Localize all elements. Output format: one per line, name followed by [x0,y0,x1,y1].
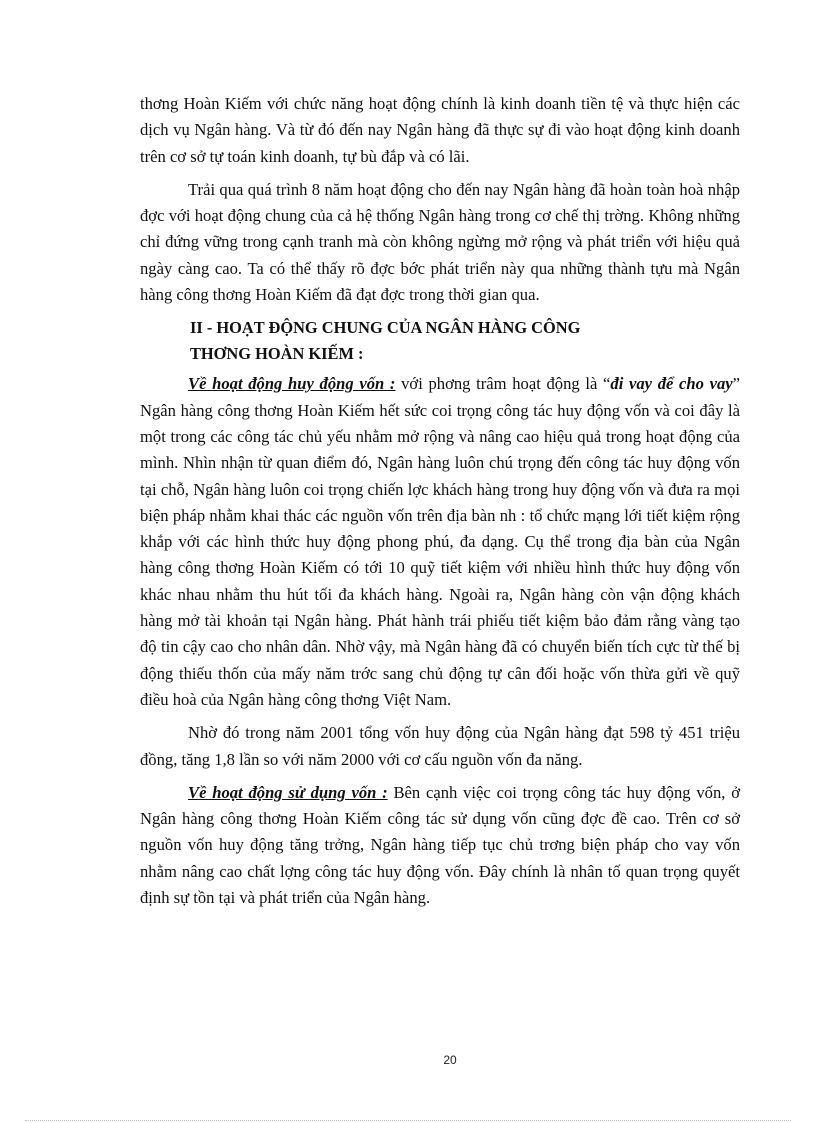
section-heading-line-1: II - HOẠT ĐỘNG CHUNG CỦA NGÂN HÀNG CÔNG [190,318,581,338]
section-heading-line-2: THƠNG HOÀN KIẾM : [190,344,364,364]
page-number: 20 [443,1053,457,1067]
capital-mobilization-text-a: với phơng trâm hoạt động là “ [395,374,611,394]
document-body [140,91,740,918]
subheading-capital-usage: Về hoạt động sử dụng vốn : [188,782,388,802]
capital-usage-text: Bên cạnh việc coi trọng công tác huy động vốn, ở Ngân hàng công thơng Hoàn Kiếm công tác sử dụng vốn cũng đợc đề cao. Trên cơ sở nguồn vốn huy động tăng trởng, Ngân hàng tiếp tục chủ trơng biện pháp cho vay vốn nhằm nâng cao chất lợng công tác huy động vốn. Đây chính là nhân tố quan trọng quyết định sự tồn tại và phát triển của Ngân hàng. [140,782,740,908]
section-heading [140,315,740,367]
paragraph-eight-years-history: Trải qua quá trình 8 năm hoạt động cho đến nay Ngân hàng đã hoàn toàn hoà nhập đợc với hoạt động chung của cả hệ thống Ngân hàng trong cơ chế thị trờng. Không những chỉ đứng vững trong cạnh tranh mà còn không ngừng mở rộng và phát triển với hiệu quả ngày càng cao. Ta có thể thấy rõ đợc bớc phát triển này qua những thành tựu mà Ngân hàng công thơng Hoàn Kiếm đã đạt đợc trong thời gian qua. [140,179,740,305]
subheading-capital-mobilization: Về hoạt động huy động vốn : [188,374,396,394]
paragraph-capital-usage [140,780,740,911]
footer-divider [25,1120,791,1121]
capital-mobilization-text-b: ” Ngân hàng công thơng Hoàn Kiếm hết sức coi trọng công tác huy động vốn và coi đây là một trong các công tác chủ yếu nhằm mở rộng và nâng cao hiệu quả trong hoạt động của mình. Nhìn nhận từ quan điểm đó, Ngân hàng luôn chú trọng đến công tác huy động vốn tại chỗ, Ngân hàng luôn coi trọng chiến lợc khách hàng trong huy động vốn và đưa ra mọi biện pháp nhằm khai thác các nguồn vốn trên địa bàn nh : tổ chức mạng lới tiết kiệm rộng khắp với các hình thức huy động phong phú, đa dạng. Cụ thể trong địa bàn của Ngân hàng công thơng Hoàn Kiếm có tới 10 quỹ tiết kiệm với nhiều hình thức huy động vốn khác nhau nhằm thu hút tối đa khách hàng. Ngoài ra, Ngân hàng còn vận động khách hàng mở tài khoản tại Ngân hàng. Phát hành trái phiếu tiết kiệm bảo đảm rằng vàng tạo độ tin cậy cao cho nhân dân. Nhờ vậy, mà Ngân hàng đã có chuyển biến tích cực từ thế bị động thiếu thốn của mấy năm trớc sang chủ động tự cân đối hoặc vốn thừa gửi về quỹ điều hoà của Ngân hàng công thơng Việt Nam. [140,374,741,709]
motto-emphasis: đi vay để cho vay [610,374,733,394]
paragraph-intro-continuation: thơng Hoàn Kiếm với chức năng hoạt động chính là kinh doanh tiền tệ và thực hiện các dịch vụ Ngân hàng. Và từ đó đến nay Ngân hàng đã thực sự đi vào hoạt động kinh doanh trên cơ sở tự toán kinh doanh, tự bù đắp và có lãi. [140,94,740,166]
paragraph-capital-mobilization [140,371,740,713]
paragraph-2001-results: Nhờ đó trong năm 2001 tổng vốn huy động của Ngân hàng đạt 598 tỷ 451 triệu đồng, tăng 1,8 lần so với năm 2000 với cơ cấu nguồn vốn đa năng. [140,723,740,769]
